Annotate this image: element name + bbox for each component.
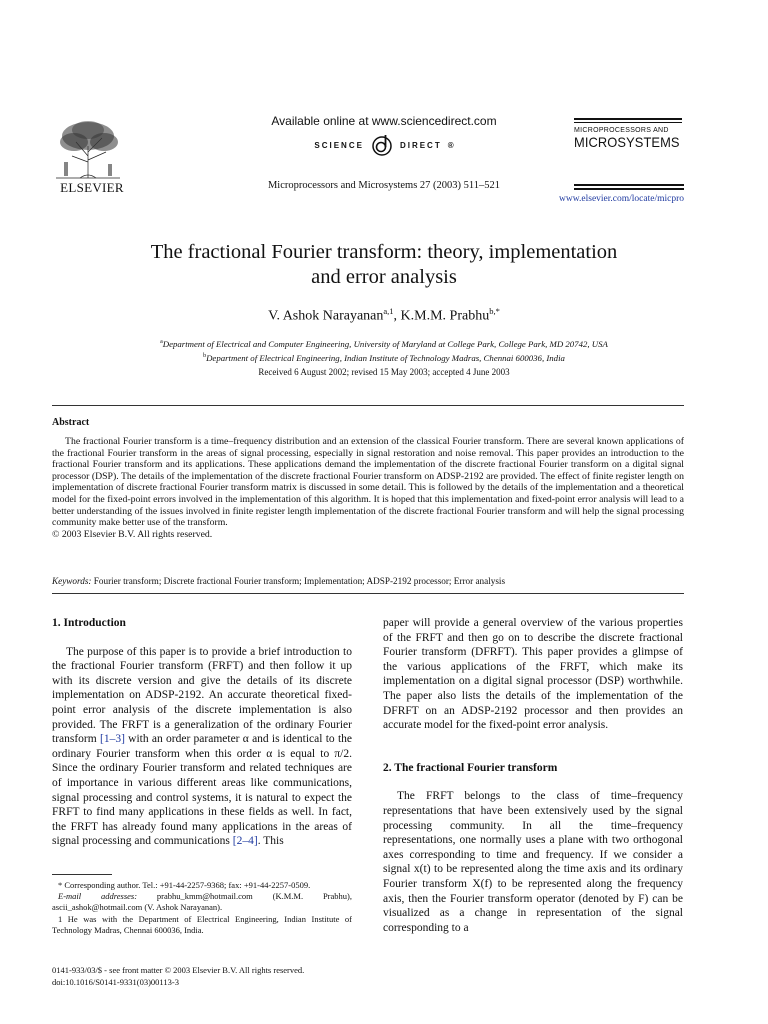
author-affiliation-marks: a,1 [383,306,394,316]
footnote-rule [52,874,112,875]
intro-paragraph-continued: paper will provide a general overview of the various properties of the FRFT and then go on to describe the discrete fractional Fourier transform (DFRFT). This paper provides a glimpse of the various applications of the FRFT, which make its implementation on a digital signal processor (DSP) worthwhile. The paper also lists the details of the implementation of the DFRFT on an ADSP-2192 processor and then provides an accurate model for the fixed-point error analysis. [383,617,683,732]
author-separator: , [393,308,401,324]
keywords-list: Fourier transform; Discrete fractional Fourier transform; Implementation; ADSP-2192 processor; Error analysis [93,576,506,586]
affiliation-mark: b [203,352,207,359]
sd-registered-mark: ® [447,140,454,150]
intro-text: The purpose of this paper is to provide a brief introduction to the fractional Fourier transform (FRFT) and then follow it up with its discrete version and give the details of its discrete implementation on ADSP-2192. An accurate theoretical fixed-point error analysis of the discrete implementation is also provided. The FRFT is a generalization of the ordinary Fourier transform [52,645,352,746]
article-title [84,240,684,290]
author-affiliation-marks: b,* [489,306,500,316]
available-online-notice: Available online at www.sciencedirect.com [271,114,497,128]
masthead-rule [574,118,682,120]
title-line-2: and error analysis [311,266,457,288]
journal-masthead [574,118,682,150]
affiliation-b [84,350,684,364]
masthead-rule [574,122,682,124]
left-column [52,616,352,849]
footnotes [52,880,352,936]
footnote-1: 1 He was with the Department of Electrical Engineering, Indian Institute of Technology Madras, Chennai 600036, India. [52,913,352,935]
sd-right-word: DIRECT [399,140,442,150]
journal-citation: Microprocessors and Microsystems 27 (2003) 511–521 [267,180,501,191]
publisher-name: ELSEVIER [60,180,124,195]
received-dates: Received 6 August 2002; revised 15 May 2003; accepted 4 June 2003 [258,367,510,377]
email-addresses: prabhu_kmm@hotmail.com (K.M.M. Prabhu), ascii_ashok@hotmail.com (V. Ashok Narayanan). [52,891,352,913]
journal-title-big: MICROSYSTEMS [574,134,680,150]
author-name: K.M.M. Prabhu [400,308,490,324]
abstract-body [52,436,684,540]
email-label: E-mail addresses: [58,891,138,902]
abstract-top-rule [52,405,684,406]
right-column [383,616,683,935]
intro-paragraph [52,645,352,849]
keywords-label: Keywords: [52,576,92,586]
affiliation-text: Department of Electrical Engineering, Indian Institute of Technology Madras, Chennai 600036, India [206,352,565,363]
affiliation-a [84,336,684,350]
keywords [52,576,684,586]
footnote-email [52,891,352,913]
affiliation-text: Department of Electrical and Computer Engineering, University of Maryland at College Park, College Park, MD 20742, USA [162,338,608,349]
author-name: V. Ashok Narayanan [268,308,384,324]
sciencedirect-d-icon [370,133,394,157]
issn-line: 0141-933/03/$ - see front matter © 2003 Elsevier B.V. All rights reserved. [52,965,305,975]
abstract-heading: Abstract [52,417,90,428]
affiliation-mark: a [160,339,163,345]
title-line-1: The fractional Fourier transform: theory, implementation [150,241,618,263]
doi-line: doi:10.1016/S0141-9331(03)00113-3 [52,977,179,987]
citation-link[interactable]: [1–3] [99,733,125,746]
journal-title-small: MICROPROCESSORS AND [574,127,669,134]
footnote-corresponding: * Corresponding author. Tel.: +91-44-2257-9368; fax: +91-44-2257-0509. [58,880,311,890]
section-heading: 1. Introduction [52,617,126,629]
abstract-bottom-rule [52,593,684,594]
journal-url-link[interactable]: www.elsevier.com/locate/micpro [559,194,684,204]
intro-text: with an order parameter α and is identical to the ordinary Fourier transform when this order α is equal to π/2. Since the ordinary Fourier transform and related techniques are of importance in various different areas like communications, signal processing and control systems, it is natural to expect the FRFT to find many applications in these fields as well. In fact, the FRFT has already found many applications in the areas of signal processing and communications [52,733,352,848]
masthead-rule [574,184,684,186]
section2-paragraph: The FRFT belongs to the class of time–frequency representations that have been extensively used by the signal processing community. In all the time–frequency representations, one normally uses a plane with two orthogonal axes corresponding to time and frequency. If we consider a signal x(t) to be represented along the time axis and its ordinary Fourier transform X(f) to be represented along the frequency axis, then the Fourier transform operator (denoted by F) can be visualized as a change in representation of the signal corresponding to a [383,790,683,934]
author-list [84,306,684,325]
sd-left-word: SCIENCE [314,140,364,150]
abstract-copyright: © 2003 Elsevier B.V. All rights reserved. [52,528,213,540]
masthead-rule [574,188,684,190]
sciencedirect-logo [240,132,528,158]
affiliations [84,336,684,364]
intro-text: . This [257,835,284,848]
section-heading: 2. The fractional Fourier transform [383,761,558,774]
citation-link[interactable]: [2–4] [232,835,258,848]
front-matter [52,964,372,988]
abstract-text: The fractional Fourier transform is a time–frequency distribution and an extension of the classical Fourier transform. There are several known applications of the fractional Fourier transform in the areas of signal processing, especially in signal restoration and noise removal. This paper provides an introduction to the fractional Fourier transform and its applications. These applications demand the implementation of the discrete fractional Fourier transform on a digital signal processor (DSP). The details of the implementation of the discrete fractional Fourier transform on ADSP-2192 are provided. The effect of finite register length on implementation of discrete fractional Fourier transform matrix is discussed in some detail. This is followed by the details of the implementation and a theoretical model for the fixed-point errors involved in the implementation of this algorithm. It is hoped that this implementation and fixed-point error analysis will lead to a better understanding of the issues involved in finite register length implementation of the discrete fractional Fourier transform and will help the signal processing community make better use of the transform. [52,436,684,529]
